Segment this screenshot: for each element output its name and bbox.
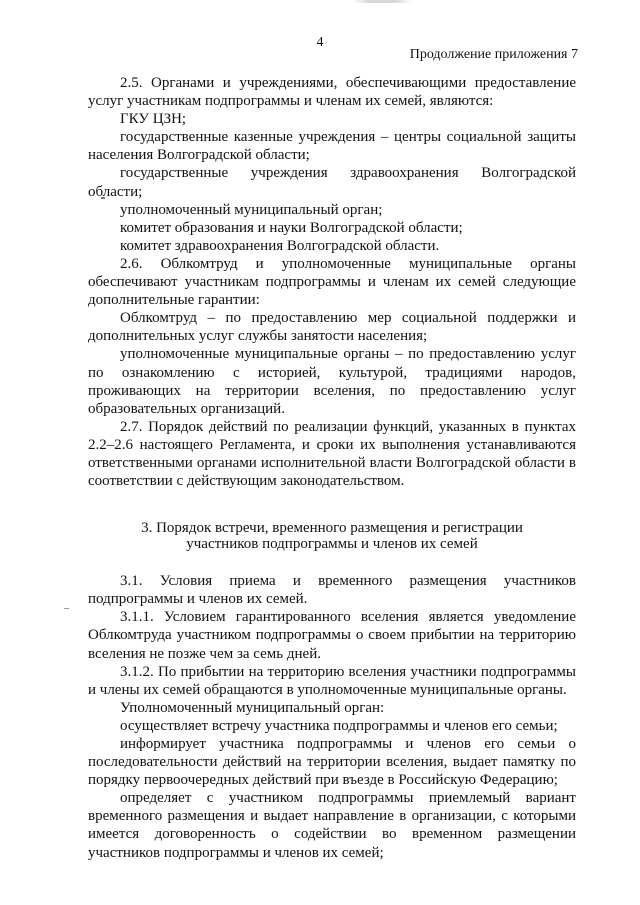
scan-artifact: [64, 608, 69, 609]
organ-intro: Уполномоченный муниципальный орган:: [120, 699, 385, 716]
list-item: государственные учреждения здравоохранения Волгоградской области;: [88, 165, 576, 200]
section-3-heading-line-1: 3. Порядок встречи, временного размещения и регистрации: [141, 520, 523, 537]
list-item: Облкомтруд – по предоставлению мер социальной поддержки и дополнительных услуг службы занятости населения;: [88, 310, 576, 345]
paragraph-3-1-2: 3.1.2. По прибытии на территорию вселения участники подпрограммы и члены их семей обращаются в уполномоченные муниципальные органы.: [88, 663, 576, 698]
list-item: осуществляет встречу участника подпрограммы и членов его семьи;: [120, 717, 558, 734]
list-item: уполномоченные муниципальные органы – по предоставлению услуг по ознакомлению с историей, культурой, традициями народов, проживающих на территории вселения, по предоставлению услуг образовательных организаций.: [88, 346, 576, 417]
appendix-continuation-note: Продолжение приложения 7: [409, 47, 578, 62]
list-item: ГКУ ЦЗН;: [120, 111, 187, 128]
paragraph-3-1: 3.1. Условия приема и временного размещения участников подпрограммы и членов их семей.: [88, 573, 576, 608]
page-number: 4: [316, 35, 324, 50]
list-item: государственные казенные учреждения – центры социальной защиты населения Волгоградской области;: [88, 129, 576, 164]
list-item: определяет с участником подпрограммы приемлемый вариант временного размещения и выдает направление в организации, с которыми имеется договоренность о содействии во временном размещении участников подпрограммы и членов их семей;: [88, 790, 576, 861]
list-item: комитет здравоохранения Волгоградской области.: [120, 237, 440, 254]
paragraph-2-5: 2.5. Органами и учреждениями, обеспечивающими предоставление услуг участникам подпрограммы и членам их семей, являются:: [88, 75, 576, 110]
section-3-heading-line-2: участников подпрограммы и членов их семей: [186, 536, 478, 553]
paragraph-2-7: 2.7. Порядок действий по реализации функций, указанных в пунктах 2.2–2.6 настоящего Регламента, и сроки их выполнения устанавливаются ответственными органами исполнительной власти Волгоградской области в соответствии с действующим законодательством.: [88, 418, 576, 490]
list-item: уполномоченный муниципальный орган;: [120, 201, 383, 218]
list-item: комитет образования и науки Волгоградской области;: [120, 219, 463, 236]
document-body: [88, 74, 576, 862]
paragraph-3-1-1: 3.1.1. Условием гарантированного вселения является уведомление Облкомтруда участником подпрограммы о своем прибытии на территорию вселения не позже чем за семь дней.: [88, 609, 576, 662]
section-3-heading: [88, 520, 576, 552]
scan-artifact: [352, 0, 412, 3]
paragraph-2-6: 2.6. Облкомтруд и уполномоченные муниципальные органы обеспечивают участникам подпрограммы и членам их семей следующие дополнительные гарантии:: [88, 255, 576, 309]
list-item: информирует участника подпрограммы и членов его семьи о последовательности действий на территории вселения, выдает памятку по порядку первоочередных действий при въезде в Российскую Федерацию;: [88, 736, 576, 789]
